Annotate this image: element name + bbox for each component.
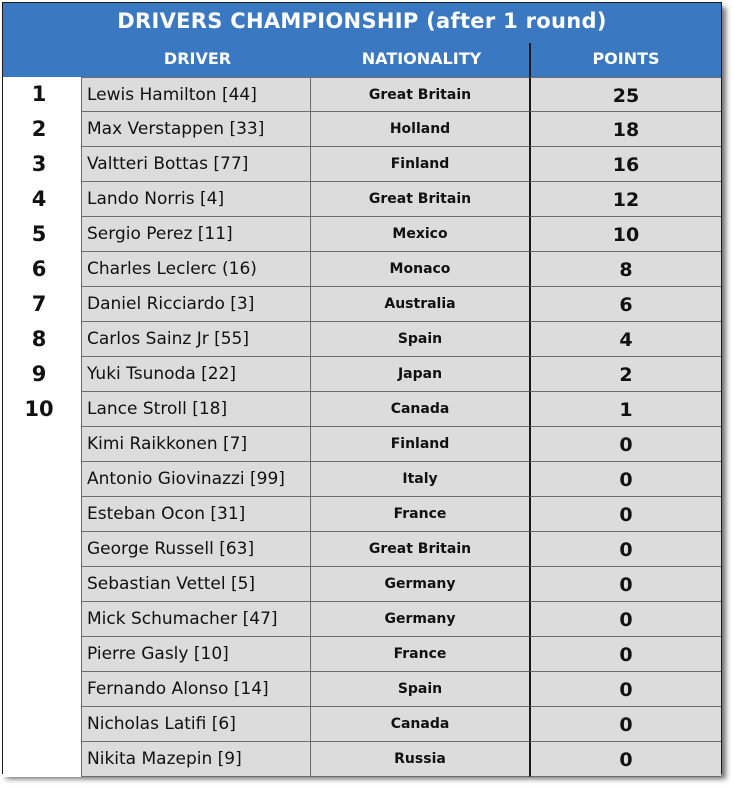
points-cell: 25: [529, 77, 721, 112]
nationality-cell: Germany: [310, 567, 529, 602]
driver-cell: Yuki Tsunoda [22]: [81, 357, 310, 392]
points-cell: 0: [529, 567, 721, 602]
nationality-cell: Monaco: [310, 252, 529, 287]
nationality-cell: Japan: [310, 357, 529, 392]
table-header: [3, 3, 721, 77]
table-row: [3, 357, 721, 392]
position-cell: 4: [3, 182, 81, 217]
position-cell: [3, 462, 81, 497]
table-row: [3, 532, 721, 567]
points-cell: 0: [529, 637, 721, 672]
nationality-cell: Holland: [310, 112, 529, 147]
position-cell: [3, 742, 81, 777]
driver-cell: Esteban Ocon [31]: [81, 497, 310, 532]
table-row: [3, 462, 721, 497]
points-cell: 0: [529, 427, 721, 462]
nationality-cell: Italy: [310, 462, 529, 497]
nationality-cell: Spain: [310, 322, 529, 357]
driver-cell: Charles Leclerc (16): [81, 252, 310, 287]
driver-cell: Valtteri Bottas [77]: [81, 147, 310, 182]
driver-cell: Antonio Giovinazzi [99]: [81, 462, 310, 497]
column-header-points: POINTS: [592, 49, 660, 68]
driver-cell: Nikita Mazepin [9]: [81, 742, 310, 777]
points-cell: 12: [529, 182, 721, 217]
table-row: [3, 672, 721, 707]
header-divider: [529, 43, 531, 77]
nationality-cell: Spain: [310, 672, 529, 707]
points-cell: 18: [529, 112, 721, 147]
points-cell: 0: [529, 462, 721, 497]
nationality-cell: Canada: [310, 707, 529, 742]
nationality-cell: Germany: [310, 602, 529, 637]
position-cell: 2: [3, 112, 81, 147]
position-cell: 1: [3, 77, 81, 112]
table-row: [3, 567, 721, 602]
position-cell: [3, 637, 81, 672]
position-cell: 5: [3, 217, 81, 252]
nationality-cell: Russia: [310, 742, 529, 777]
position-cell: [3, 602, 81, 637]
column-header-driver: DRIVER: [163, 49, 232, 68]
points-cell: 6: [529, 287, 721, 322]
table-title: DRIVERS CHAMPIONSHIP (after 1 round): [117, 9, 607, 33]
nationality-cell: Mexico: [310, 217, 529, 252]
driver-cell: Carlos Sainz Jr [55]: [81, 322, 310, 357]
position-cell: [3, 567, 81, 602]
driver-cell: Nicholas Latifi [6]: [81, 707, 310, 742]
points-cell: 0: [529, 532, 721, 567]
points-cell: 16: [529, 147, 721, 182]
position-cell: [3, 707, 81, 742]
points-cell: 8: [529, 252, 721, 287]
position-cell: 9: [3, 357, 81, 392]
table-row: [3, 497, 721, 532]
driver-cell: Mick Schumacher [47]: [81, 602, 310, 637]
points-cell: 0: [529, 707, 721, 742]
nationality-cell: Great Britain: [310, 77, 529, 112]
driver-cell: Lewis Hamilton [44]: [81, 77, 310, 112]
table-row: [3, 77, 721, 112]
position-cell: [3, 532, 81, 567]
driver-cell: Kimi Raikkonen [7]: [81, 427, 310, 462]
nationality-cell: Great Britain: [310, 182, 529, 217]
driver-cell: George Russell [63]: [81, 532, 310, 567]
driver-cell: Sergio Perez [11]: [81, 217, 310, 252]
nationality-cell: Great Britain: [310, 532, 529, 567]
standings-table: [2, 2, 722, 774]
points-cell: 0: [529, 742, 721, 777]
table-row: [3, 742, 721, 777]
points-cell: 10: [529, 217, 721, 252]
position-cell: [3, 497, 81, 532]
table-row: [3, 392, 721, 427]
nationality-cell: Finland: [310, 427, 529, 462]
position-cell: 3: [3, 147, 81, 182]
table-row: [3, 602, 721, 637]
points-cell: 1: [529, 392, 721, 427]
column-header-nationality: NATIONALITY: [361, 49, 482, 68]
table-row: [3, 147, 721, 182]
position-cell: 6: [3, 252, 81, 287]
position-cell: 8: [3, 322, 81, 357]
nationality-cell: France: [310, 497, 529, 532]
driver-cell: Daniel Ricciardo [3]: [81, 287, 310, 322]
table-row: [3, 322, 721, 357]
nationality-cell: Australia: [310, 287, 529, 322]
nationality-cell: Canada: [310, 392, 529, 427]
table-row: [3, 637, 721, 672]
table-row: [3, 427, 721, 462]
driver-cell: Fernando Alonso [14]: [81, 672, 310, 707]
position-cell: [3, 427, 81, 462]
points-cell: 0: [529, 602, 721, 637]
table-row: [3, 182, 721, 217]
position-cell: 10: [3, 392, 81, 427]
table-row: [3, 252, 721, 287]
table-row: [3, 217, 721, 252]
table-row: [3, 112, 721, 147]
points-cell: 0: [529, 672, 721, 707]
driver-cell: Lando Norris [4]: [81, 182, 310, 217]
driver-cell: Pierre Gasly [10]: [81, 637, 310, 672]
driver-cell: Sebastian Vettel [5]: [81, 567, 310, 602]
table-row: [3, 707, 721, 742]
nationality-cell: Finland: [310, 147, 529, 182]
position-cell: [3, 672, 81, 707]
points-cell: 4: [529, 322, 721, 357]
position-cell: 7: [3, 287, 81, 322]
points-cell: 0: [529, 497, 721, 532]
table-row: [3, 287, 721, 322]
driver-cell: Lance Stroll [18]: [81, 392, 310, 427]
nationality-cell: France: [310, 637, 529, 672]
driver-cell: Max Verstappen [33]: [81, 112, 310, 147]
points-cell: 2: [529, 357, 721, 392]
